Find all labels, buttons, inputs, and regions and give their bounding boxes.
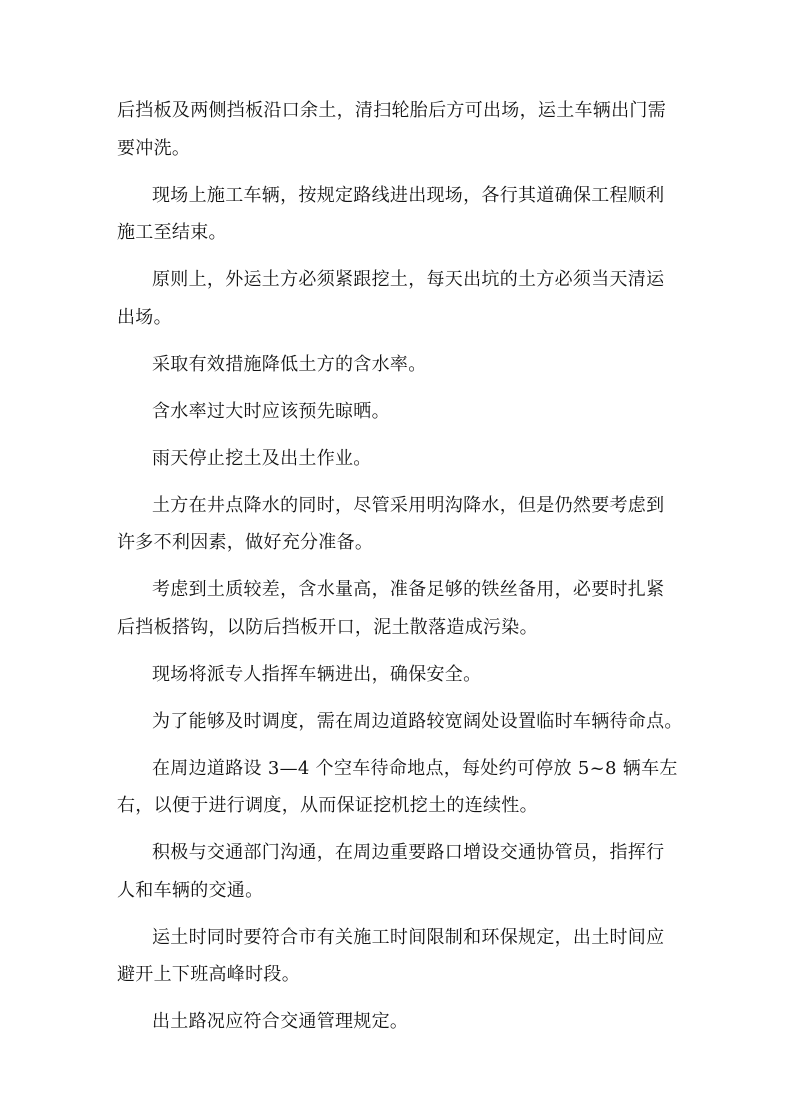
text-line: 许多不利因素，做好充分准备。 (117, 532, 374, 553)
text-line: 现场将派专人指挥车辆进出，确保安全。 (152, 663, 482, 685)
paragraph (117, 571, 673, 646)
text-line: 积极与交通部门沟通，在周边重要路口增设交通协管员，指挥行 (152, 842, 665, 863)
paragraph (117, 750, 678, 825)
text-line: 后挡板搭钩，以防后挡板开口，泥土散落造成污染。 (117, 616, 538, 638)
paragraph (117, 261, 673, 336)
paragraph (117, 440, 673, 478)
paragraph (117, 393, 673, 431)
text-line: 在周边道路设 3—4 个空车待命地点，每处约可停放 5~8 辆车左 (152, 757, 678, 779)
text-line: 雨天停止挖土及出土作业。 (152, 447, 372, 469)
paragraph (117, 346, 673, 384)
text-line: 右，以便于进行调度，从而保证挖机挖土的连续性。 (117, 795, 538, 816)
text-line: 施工至结束。 (117, 222, 227, 243)
paragraph (117, 487, 673, 562)
paragraph (117, 92, 673, 167)
text-line: 含水率过大时应该预先晾晒。 (152, 400, 390, 422)
text-line: 原则上，外运土方必须紧跟挖土，每天出坑的土方必须当天清运 (152, 269, 665, 290)
paragraph (117, 1003, 673, 1041)
paragraph (117, 703, 683, 741)
text-line: 出场。 (117, 306, 172, 328)
paragraph (117, 834, 673, 909)
text-line: 土方在井点降水的同时，尽管采用明沟降水，但是仍然要考虑到 (152, 494, 665, 516)
text-line: 考虑到土质较差，含水量高，准备足够的铁丝备用，必要时扎紧 (152, 579, 665, 600)
text-line: 避开上下班高峰时段。 (117, 964, 300, 985)
text-line: 运土时同时要符合市有关施工时间限制和环保规定，出土时间应 (152, 926, 665, 948)
text-line: 要冲洗。 (117, 137, 191, 159)
text-line: 后挡板及两侧挡板沿口余土，清扫轮胎后方可出场，运土车辆出门需 (117, 100, 666, 121)
paragraph (117, 656, 673, 694)
text-line: 出土路况应符合交通管理规定。 (152, 1011, 409, 1032)
paragraph (117, 919, 673, 994)
paragraph (117, 177, 673, 252)
text-line: 现场上施工车辆，按规定路线进出现场，各行其道确保工程顺利 (152, 184, 665, 206)
text-line: 采取有效措施降低土方的含水率。 (152, 353, 427, 375)
text-line: 人和车辆的交通。 (117, 879, 264, 901)
text-line: 为了能够及时调度，需在周边道路较宽阔处设置临时车辆待命点。 (152, 710, 683, 732)
document-body (117, 92, 683, 1041)
